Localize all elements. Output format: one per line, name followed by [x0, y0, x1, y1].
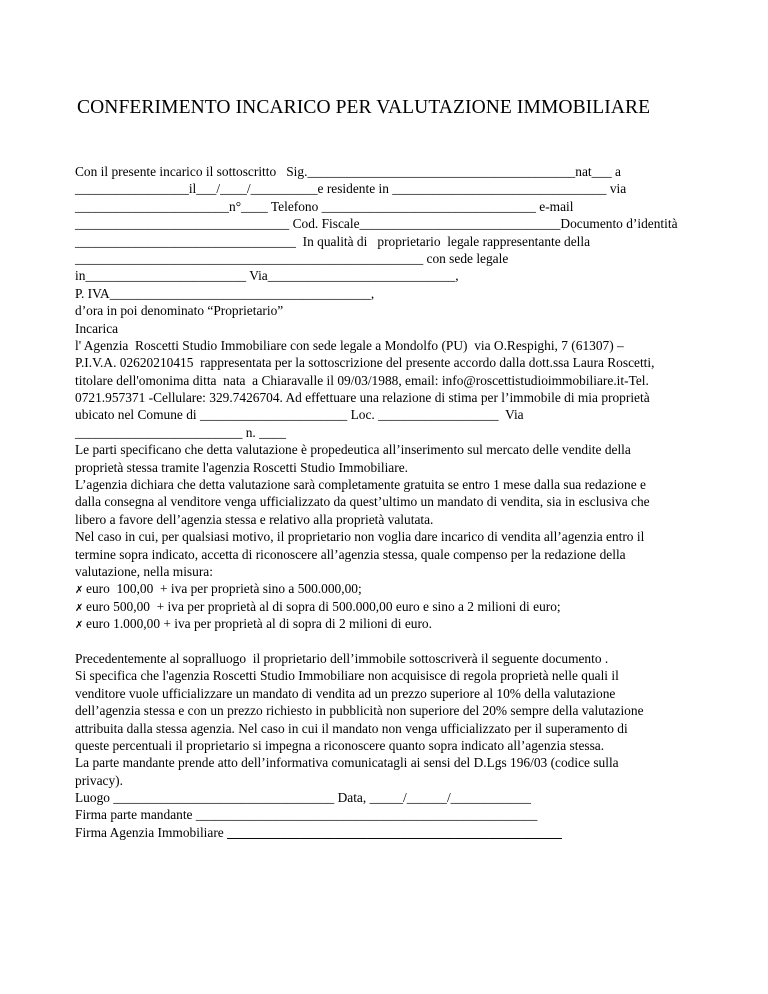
text-line: 0721.957371 -Cellulare: 329.7426704. Ad effettuare una relazione di stima per l’immobile di mia proprietà	[75, 390, 650, 406]
bullet-icon: ✗	[75, 585, 84, 597]
text-line: attribuita dalla stessa agenzia. Nel caso in cui il mandato non venga ufficializzato per il superamento di	[75, 720, 628, 736]
fee-item	[75, 580, 735, 597]
fee-item	[75, 598, 735, 615]
text-line: _______________________n°____ Telefono ________________________________ e-mail	[75, 198, 574, 214]
text-line: Incarica	[75, 320, 119, 336]
intro-paragraphs	[75, 163, 735, 580]
text-line: Nel caso in cui, per qualsiasi motivo, il proprietario non voglia dare incarico di vendita all’agenzia entro il	[75, 529, 645, 545]
text-line: P. IVA_______________________________________,	[75, 285, 375, 301]
closing-paragraphs	[75, 650, 735, 824]
text-line: Con il presente incarico il sottoscritto Sig.________________________________________nat___ a	[75, 164, 621, 179]
text-line: in________________________ Via____________________________,	[75, 268, 459, 284]
text-line: d’ora in poi denominato “Proprietario”	[75, 303, 284, 319]
text-line: ubicato nel Comune di ______________________ Loc. __________________ Via	[75, 407, 524, 423]
text-line: _________________________ n. ____	[75, 424, 286, 440]
text-line: ________________________________ Cod. Fiscale______________________________Documento d’identità	[75, 216, 678, 232]
document-title: CONFERIMENTO INCARICO PER VALUTAZIONE IMMOBILIARE	[77, 97, 651, 118]
text-line: queste percentuali il proprietario si impegna a riconoscere quanto sopra indicato all’agenzia stessa.	[75, 737, 605, 753]
text-line: _________________________________ In qualità di proprietario legale rappresentante della	[75, 233, 591, 249]
text-line: privacy).	[75, 772, 123, 788]
fee-item-text: euro 500,00 + iva per proprietà al di sopra di 500.000,00 euro e sino a 2 milioni di euro;	[86, 598, 561, 614]
text-line: titolare dell'omonima ditta nata a Chiaravalle il 09/03/1988, email: info@roscettistudioimmobiliare.it-Tel.	[75, 372, 649, 388]
text-line: La parte mandante prende atto dell’informativa comunicatagli ai sensi del D.Lgs 196/03 (codice sulla	[75, 755, 619, 771]
agency-signature-blank: __________________________________________________	[227, 824, 562, 840]
fee-item-text: euro 100,00 + iva per proprietà sino a 500.000,00;	[86, 581, 362, 597]
text-line: P.I.V.A. 02620210415 rappresentata per la sottoscrizione del presente accordo dalla dott.ssa Laura Roscetti,	[75, 355, 655, 371]
text-line: venditore vuole ufficializzare un mandato di vendita ad un prezzo superiore al 10% della valutazione	[75, 685, 616, 701]
agency-signature-line	[75, 824, 735, 841]
fee-list	[75, 580, 735, 632]
bullet-icon: ✗	[75, 602, 84, 614]
text-line: termine sopra indicato, accetta di riconoscere all’agenzia stessa, quale compenso per la redazione della	[75, 546, 626, 562]
text-line: Luogo _________________________________ Data, _____/______/____________	[75, 790, 532, 806]
text-line: valutazione, nella misura:	[75, 563, 213, 579]
bullet-icon: ✗	[75, 620, 84, 632]
document-body	[75, 163, 735, 841]
text-line: proprietà stessa tramite l'agenzia Roscetti Studio Immobiliare.	[75, 459, 408, 475]
agency-signature-label: Firma Agenzia Immobiliare	[75, 824, 228, 840]
fee-item-text: euro 1.000,00 + iva per proprietà al di sopra di 2 milioni di euro.	[86, 616, 432, 632]
paragraph-gap	[75, 633, 735, 650]
text-line: L’agenzia dichiara che detta valutazione sarà completamente gratuita se entro 1 mese dalla sua redazione e	[75, 477, 646, 493]
fee-item	[75, 615, 735, 632]
text-line: libero a favore dell’agenzia stessa e relativo alla proprietà valutata.	[75, 511, 434, 527]
text-line: l' Agenzia Roscetti Studio Immobiliare con sede legale a Mondolfo (PU) via O.Respighi, 7 (61307) –	[75, 337, 624, 353]
text-line: Firma parte mandante ___________________________________________________	[75, 807, 538, 823]
text-line: Si specifica che l'agenzia Roscetti Studio Immobiliare non acquisisce di regola proprietà nelle quali il	[75, 668, 619, 684]
text-line: Precedentemente al sopralluogo il proprietario dell’immobile sottoscriverà il seguente documento .	[75, 650, 609, 666]
text-line: dell’agenzia stessa e con un prezzo richiesto in pubblicità non superiore del 20% sempre della valutazione	[75, 703, 644, 719]
text-line: Le parti specificano che detta valutazione è propedeutica all’inserimento sul mercato delle vendite della	[75, 442, 631, 458]
text-line: dalla consegna al venditore venga ufficializzato da quest’ultimo un mandato di vendita, sia in esclusiva che	[75, 494, 650, 510]
text-line: ____________________________________________________ con sede legale	[75, 250, 509, 266]
text-line: _________________il___/____/__________e residente in ________________________________ via	[75, 181, 627, 197]
